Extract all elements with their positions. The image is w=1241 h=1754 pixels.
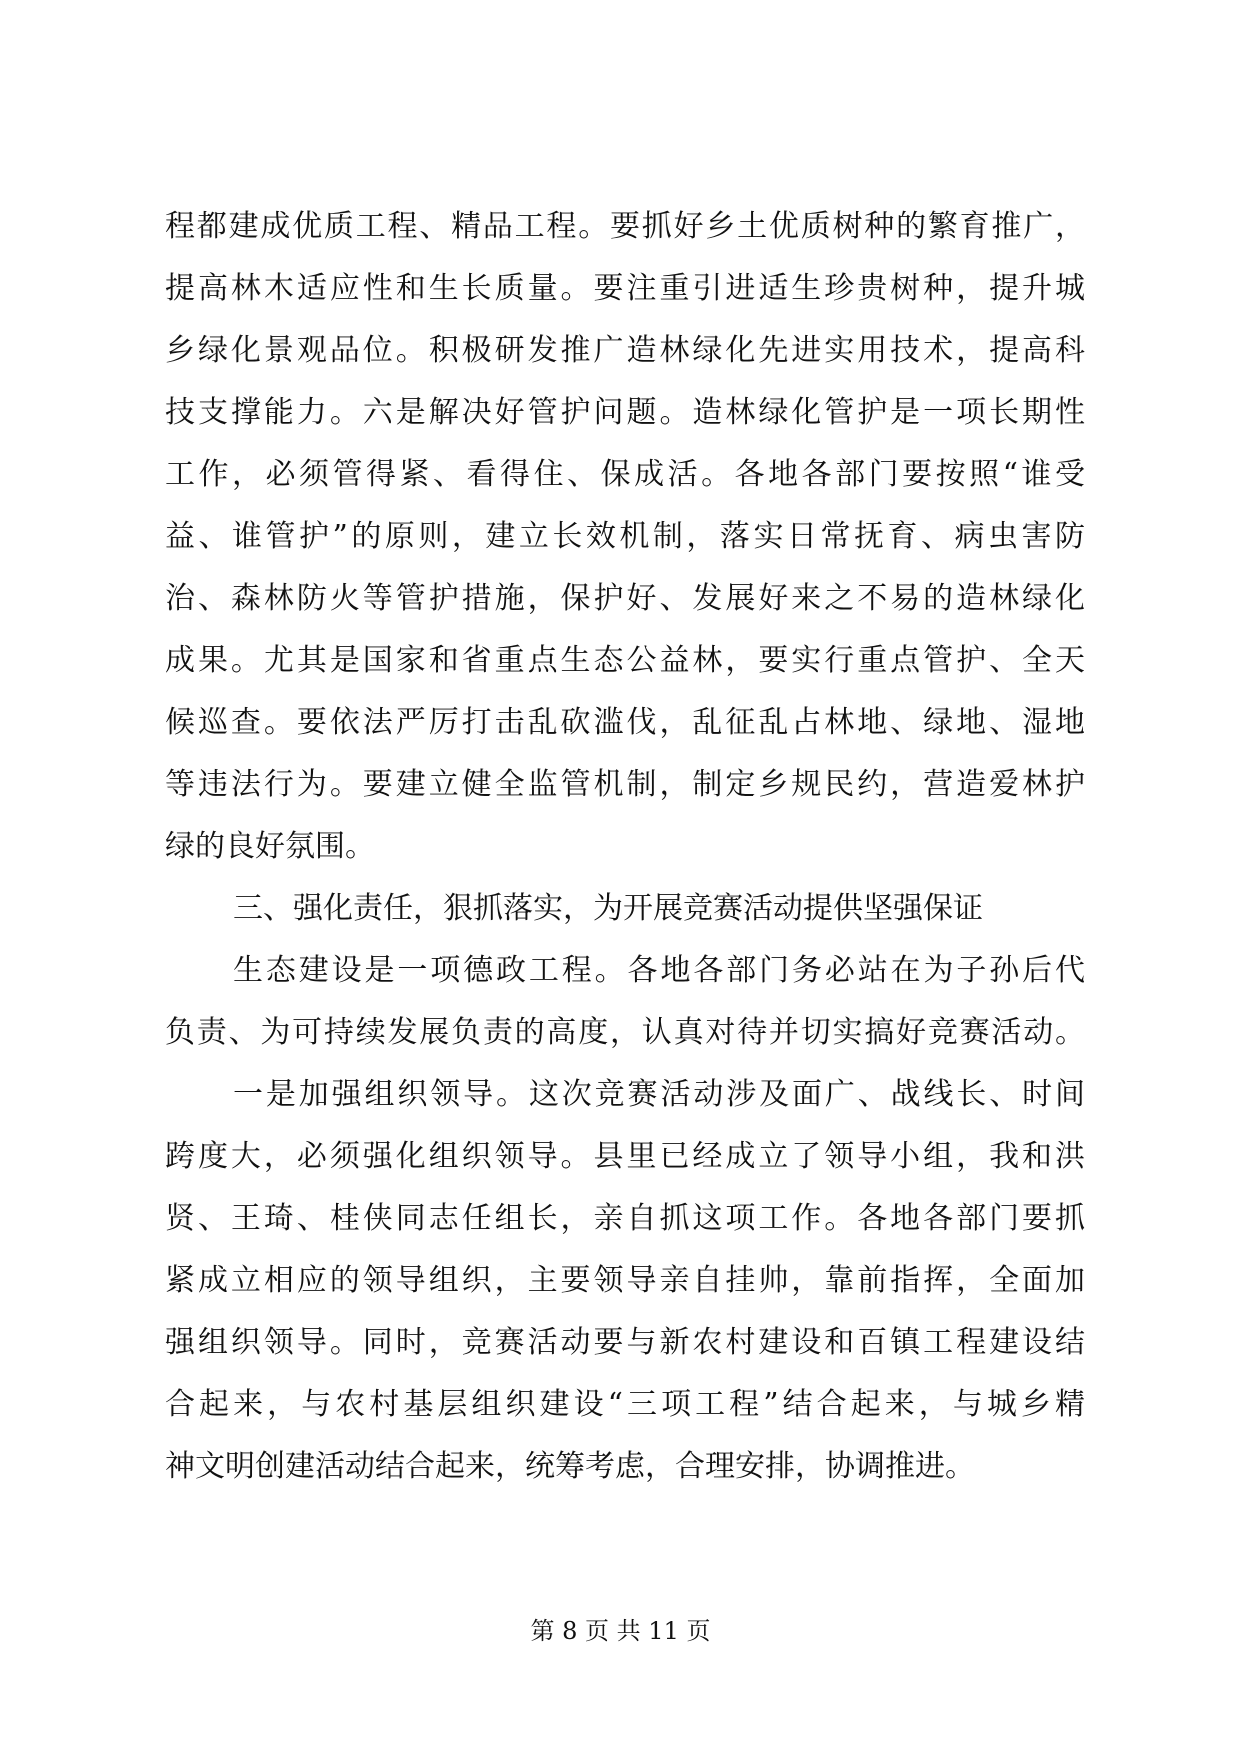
page-number-footer: 第 8 页 共 11 页 — [530, 1617, 711, 1645]
text-line: 等违法行为。要建立健全监管机制，制定乡规民约，营造爱林护 — [165, 767, 1085, 802]
paragraph — [165, 1064, 1085, 1498]
text-line: 程都建成优质工程、精品工程。要抓好乡土优质树种的繁育推广， — [165, 209, 1085, 244]
text-line: 益、谁管护”的原则，建立长效机制，落实日常抚育、病虫害防 — [165, 519, 1085, 554]
text-line: 成果。尤其是国家和省重点生态公益林，要实行重点管护、全天 — [165, 643, 1085, 678]
text-line: 强组织领导。同时，竞赛活动要与新农村建设和百镇工程建设结 — [165, 1325, 1085, 1360]
text-line: 治、森林防火等管护措施，保护好、发展好来之不易的造林绿化 — [165, 581, 1085, 616]
text-line: 负责、为可持续发展负责的高度，认真对待并切实搞好竞赛活动。 — [165, 1015, 1085, 1050]
text-line: 技支撑能力。六是解决好管护问题。造林绿化管护是一项长期性 — [165, 395, 1085, 430]
text-line: 生态建设是一项德政工程。各地各部门务必站在为子孙后代 — [233, 953, 1085, 988]
text-line: 提高林木适应性和生长质量。要注重引进适生珍贵树种，提升城 — [165, 271, 1085, 306]
text-line: 工作，必须管得紧、看得住、保成活。各地各部门要按照“谁受 — [165, 457, 1085, 492]
text-line: 绿的良好氛围。 — [165, 829, 375, 864]
text-line: 紧成立相应的领导组织，主要领导亲自挂帅，靠前指挥，全面加 — [165, 1263, 1085, 1298]
text-line: 贤、王琦、桂侠同志任组长，亲自抓这项工作。各地各部门要抓 — [165, 1201, 1085, 1236]
text-line: 神文明创建活动结合起来，统筹考虑，合理安排，协调推进。 — [165, 1449, 975, 1484]
document-body — [165, 196, 1085, 1498]
section-heading — [165, 878, 1085, 940]
text-line: 合起来，与农村基层组织建设“三项工程”结合起来，与城乡精 — [165, 1387, 1085, 1422]
text-line: 候巡查。要依法严厉打击乱砍滥伐，乱征乱占林地、绿地、湿地 — [165, 705, 1085, 740]
paragraph — [165, 940, 1085, 1064]
paragraph-continuation — [165, 196, 1085, 878]
text-line: 一是加强组织领导。这次竞赛活动涉及面广、战线长、时间 — [233, 1077, 1085, 1112]
heading-line: 三、强化责任，狠抓落实，为开展竞赛活动提供坚强保证 — [233, 891, 983, 926]
text-line: 跨度大，必须强化组织领导。县里已经成立了领导小组，我和洪 — [165, 1139, 1085, 1174]
text-line: 乡绿化景观品位。积极研发推广造林绿化先进实用技术，提高科 — [165, 333, 1085, 368]
